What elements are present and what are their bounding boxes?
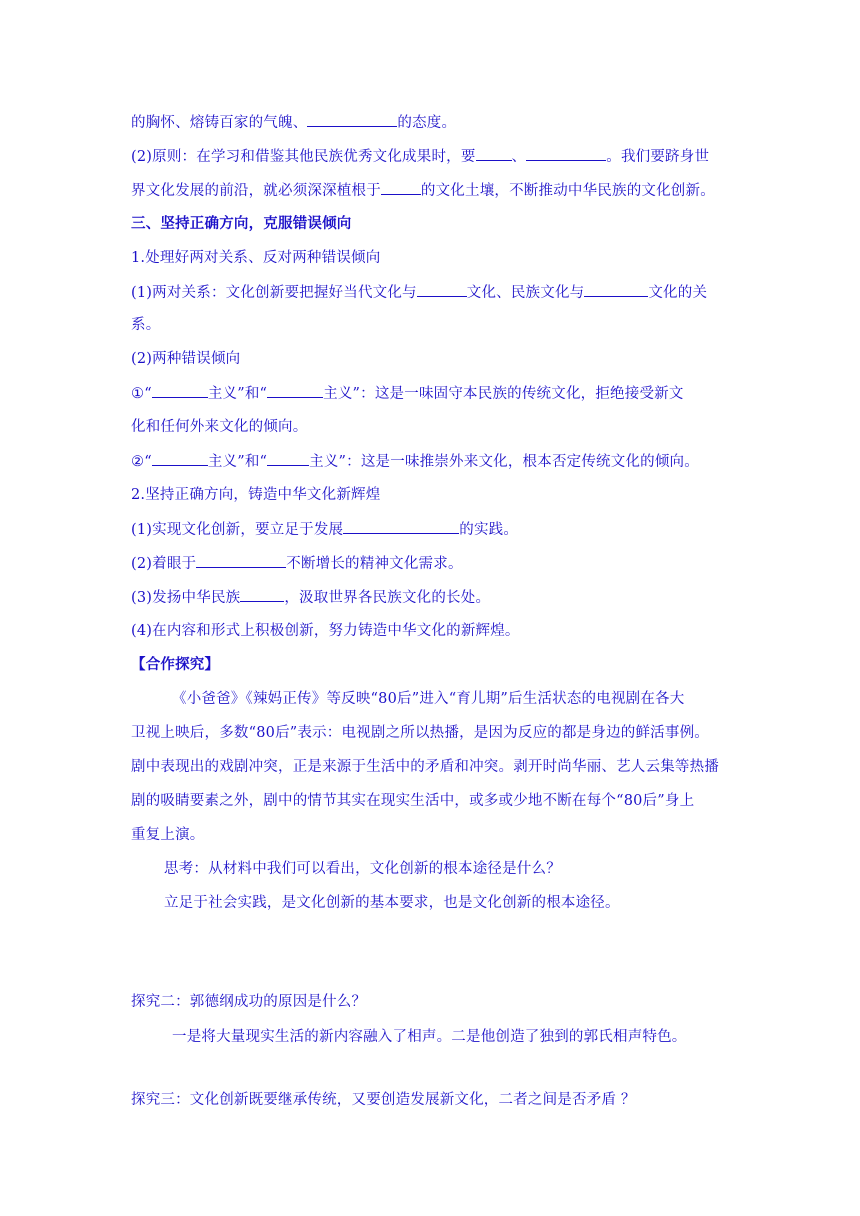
material-line-4: 剧的吸睛要素之外，剧中的情节其实在现实生活中，或多或少地不断在每个“80后”身上 — [131, 793, 695, 809]
text-span: 文化、民族文化与 — [466, 285, 585, 301]
principle-line — [131, 146, 741, 167]
fill-blank[interactable] — [152, 383, 208, 398]
section-3-heading: 三、坚持正确方向，克服错误倾向 — [131, 216, 352, 232]
fill-blank[interactable] — [417, 282, 467, 297]
point-2-line — [131, 553, 741, 574]
text-span: 主义”和“ — [207, 454, 268, 470]
fill-blank[interactable] — [381, 180, 421, 195]
text-span: 主义”和“ — [207, 386, 268, 402]
point-4-line: (4)在内容和形式上积极创新，努力铸造中华文化的新辉煌。 — [131, 623, 520, 639]
wrong-tendencies-title: (2)两种错误倾向 — [131, 351, 241, 367]
fill-blank[interactable] — [152, 451, 208, 466]
relations-line — [131, 282, 741, 303]
subheading-2: 2.坚持正确方向，铸造中华文化新辉煌 — [131, 487, 381, 503]
text-span: 、 — [511, 149, 527, 165]
text-span: ，汲取世界各民族文化的长处。 — [284, 590, 491, 606]
text-span: ①“ — [131, 386, 152, 402]
text-span: 主义”：这是一味固守本民族的传统文化，拒绝接受新文 — [323, 386, 684, 402]
text-span: (3)发扬中华民族 — [131, 590, 241, 606]
fill-blank[interactable] — [267, 383, 323, 398]
fill-blank[interactable] — [240, 587, 284, 602]
think-answer: 立足于社会实践，是文化创新的基本要求，也是文化创新的根本途径。 — [164, 895, 620, 911]
material-line-5: 重复上演。 — [131, 827, 205, 843]
cooperation-heading: 【合作探究】 — [131, 657, 220, 673]
text-span: 的实践。 — [459, 522, 519, 538]
material-line-1: 《小爸爸》《辣妈正传》等反映“80后”进入“育儿期”后生活状态的电视剧在各大 — [172, 691, 685, 707]
tendency-1-line-cont: 化和任何外来文化的倾向。 — [131, 419, 308, 435]
material-line-3: 剧中表现出的戏剧冲突，正是来源于生活中的矛盾和冲突。剥开时尚华丽、艺人云集等热播 — [131, 759, 719, 775]
tendency-2-line — [131, 451, 741, 472]
text-span: (1)两对关系：文化创新要把握好当代文化与 — [131, 285, 417, 301]
fill-blank[interactable] — [343, 519, 459, 534]
principle-line-cont — [131, 180, 741, 201]
subheading-1: 1.处理好两对关系、反对两种错误倾向 — [131, 250, 381, 266]
text-span: 的态度。 — [397, 115, 457, 131]
point-3-line — [131, 587, 741, 608]
tendency-1-line — [131, 383, 741, 404]
text-span: 主义”：这是一味推崇外来文化，根本否定传统文化的倾向。 — [309, 454, 699, 470]
text-span: 的文化土壤，不断推动中华民族的文化创新。 — [420, 183, 715, 199]
text-span: 。我们要跻身世 — [606, 149, 710, 165]
attitude-line — [131, 112, 741, 133]
relations-line-cont: 系。 — [131, 317, 161, 333]
explore-2-question: 探究二：郭德纲成功的原因是什么？ — [131, 994, 367, 1010]
text-span: 的胸怀、熔铸百家的气魄、 — [131, 115, 308, 131]
text-span: ②“ — [131, 454, 152, 470]
text-span: (1)实现文化创新，要立足于发展 — [131, 522, 344, 538]
think-question: 思考：从材料中我们可以看出，文化创新的根本途径是什么？ — [164, 861, 561, 877]
point-1-line — [131, 519, 741, 540]
fill-blank[interactable] — [267, 451, 309, 466]
text-span: 界文化发展的前沿，就必须深深植根于 — [131, 183, 381, 199]
explore-3-question: 探究三：文化创新既要继承传统，又要创造发展新文化，二者之间是否矛盾 ？ — [131, 1092, 636, 1108]
fill-blank[interactable] — [584, 282, 648, 297]
text-span: (2)原则：在学习和借鉴其他民族优秀文化成果时，要 — [131, 149, 476, 165]
fill-blank[interactable] — [526, 146, 606, 161]
text-span: 不断增长的精神文化需求。 — [286, 556, 463, 572]
explore-2-answer: 一是将大量现实生活的新内容融入了相声。二是他创造了独到的郭氏相声特色。 — [172, 1029, 687, 1045]
fill-blank[interactable] — [307, 112, 397, 127]
material-line-2: 卫视上映后，多数“80后”表示：电视剧之所以热播，是因为反应的都是身边的鲜活事例。 — [131, 725, 709, 741]
text-span: (2)着眼于 — [131, 556, 197, 572]
text-span: 文化的关 — [648, 285, 708, 301]
fill-blank[interactable] — [196, 553, 286, 568]
fill-blank[interactable] — [476, 146, 512, 161]
